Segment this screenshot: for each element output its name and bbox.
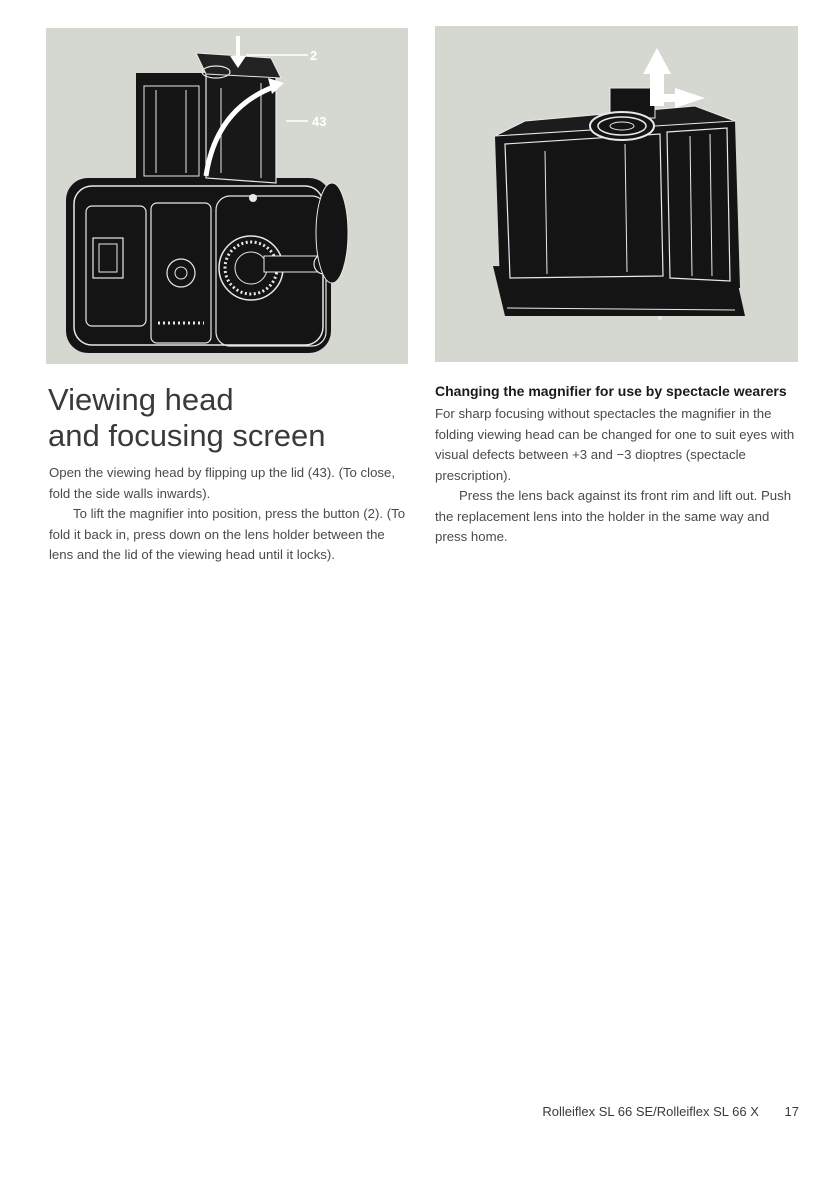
magnifier-viewing-head-illustration — [435, 26, 798, 362]
paragraph-open-viewing-head: Open the viewing head by flipping up the lid (43). (To close, fold the side walls inwards). — [49, 465, 396, 501]
paragraph-replace-lens: Press the lens back against its front rim and lift out. Push the replacement lens into the holder in the same way and press home. — [435, 488, 792, 544]
paragraph-magnifier-change: For sharp focusing without spectacles the magnifier in the folding viewing head can be changed for one to suit eyes with visual defects between +3 and −3 dioptres (spectacle prescription). — [435, 406, 795, 483]
callout-43: 43 — [312, 114, 327, 129]
camera-viewing-head-illustration — [46, 28, 408, 364]
magnifier-section — [435, 382, 797, 548]
section-heading — [48, 382, 408, 454]
callout-2: 2 — [310, 48, 318, 63]
page-number: 17 — [784, 1104, 799, 1119]
paragraph-lift-magnifier: To lift the magnifier into position, press the button (2). (To fold it back in, press down on the lens holder between the lens and the lid of the viewing head until it locks). — [49, 506, 406, 562]
heading-line-1: Viewing head — [48, 382, 234, 417]
viewing-head-instructions — [49, 463, 407, 566]
magnifier-heading: Changing the magnifier for use by spectacle wearers — [435, 383, 787, 399]
viewing-head-drawing — [435, 26, 798, 362]
camera-drawing — [46, 28, 408, 364]
page-footer — [542, 1104, 799, 1119]
footer-title: Rolleiflex SL 66 SE/Rolleiflex SL 66 X — [542, 1104, 759, 1119]
heading-line-2: and focusing screen — [48, 418, 326, 453]
